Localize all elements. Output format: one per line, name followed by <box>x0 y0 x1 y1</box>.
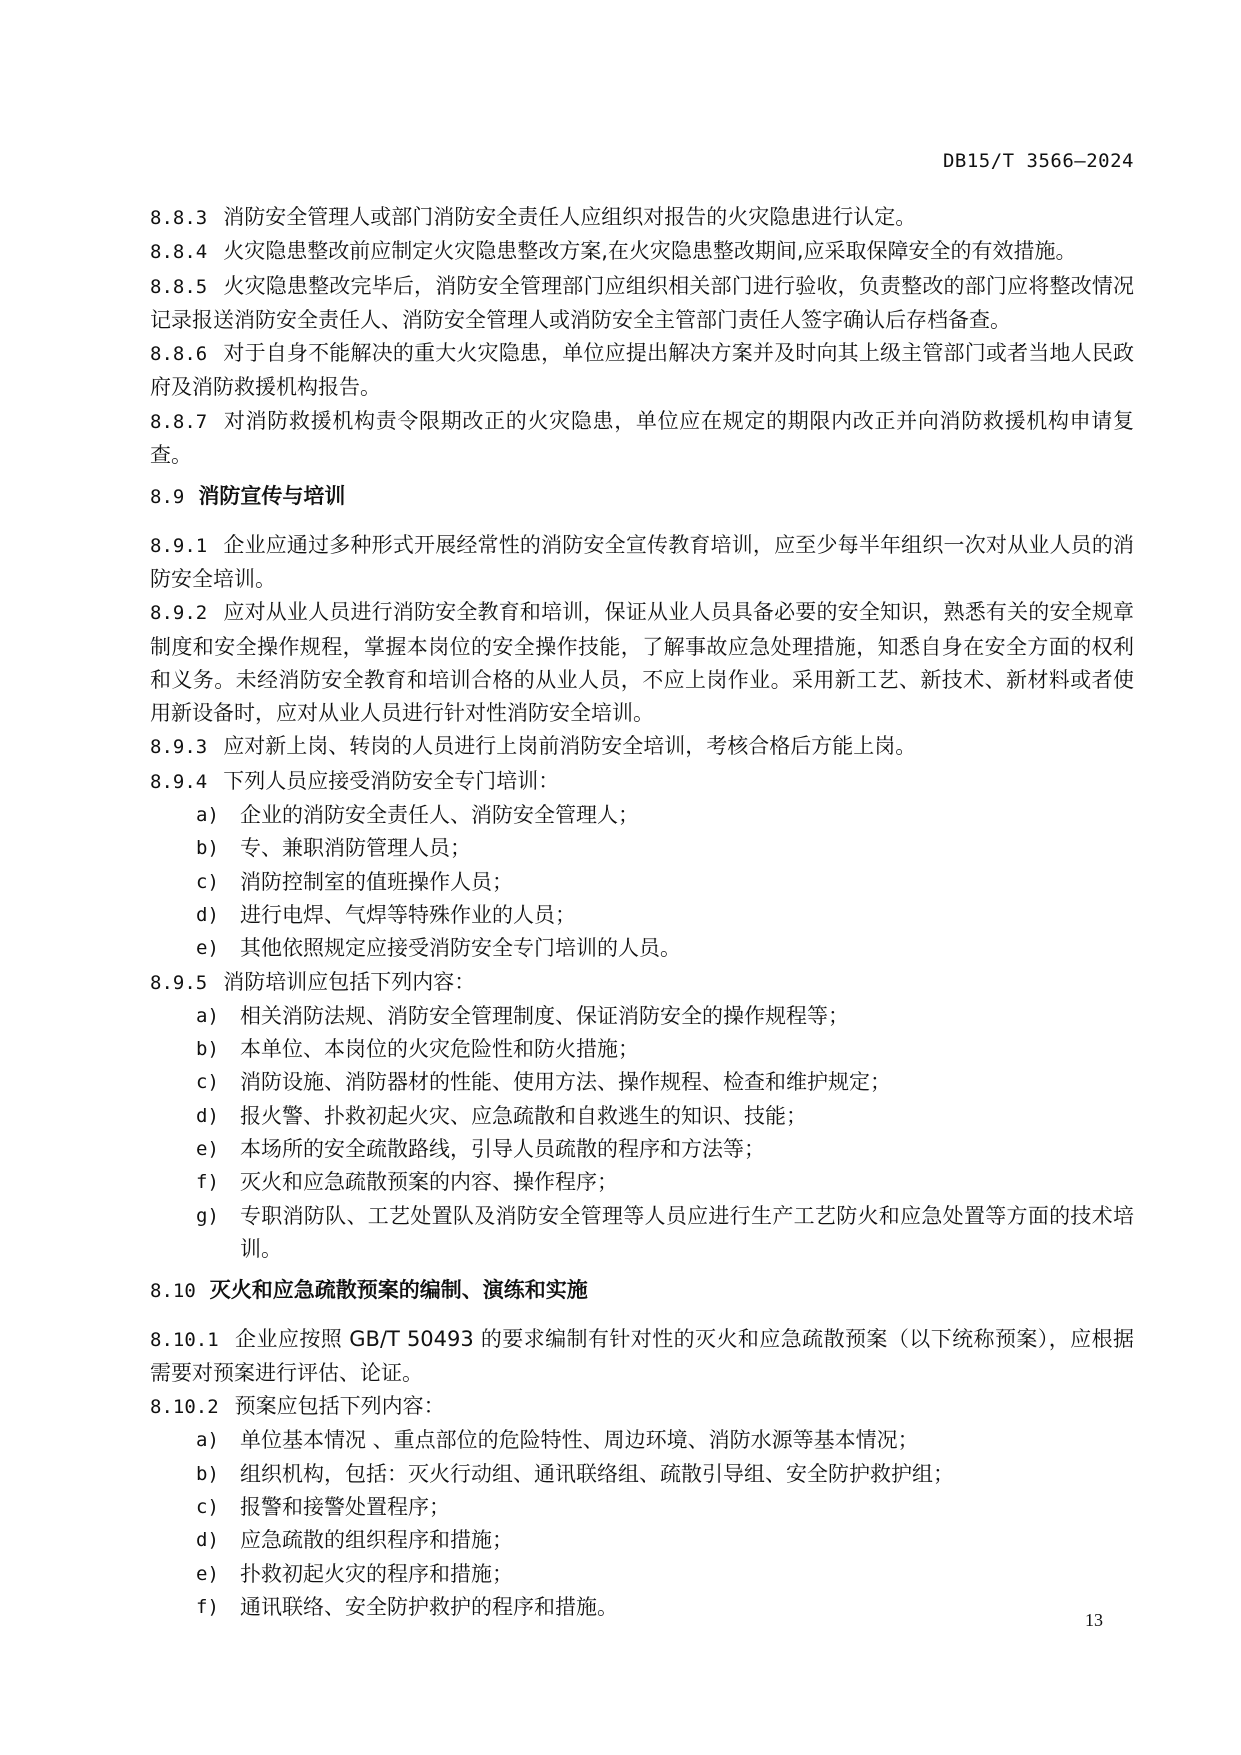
clause-number: 8.8.5 <box>150 275 208 298</box>
list-item-label: a) <box>196 804 219 827</box>
list-item-label: b) <box>196 837 219 860</box>
list-item-label: b) <box>196 1038 219 1061</box>
clause-number: 8.9.1 <box>150 534 208 557</box>
clause-paragraph <box>150 235 1134 269</box>
clause-text: 专职消防队、工艺处置队及消防安全管理等人员应进行生产工艺防火和应急处置等方面的技术培训。 <box>240 1203 1134 1261</box>
list-item <box>150 1133 1134 1166</box>
list-item <box>150 932 1134 965</box>
clause-number: 8.9.2 <box>150 602 208 625</box>
clause-text: 消防设施、消防器材的性能、使用方法、操作规程、检查和维护规定； <box>240 1070 891 1095</box>
page-number: 13 <box>1085 1610 1103 1630</box>
clause-text: 报警和接警处置程序； <box>240 1494 450 1519</box>
list-item <box>150 832 1134 865</box>
clause-paragraph <box>150 201 1134 235</box>
list-item-label: c) <box>196 1071 219 1094</box>
clause-text: 组织机构，包括：灭火行动组、通讯联络组、疏散引导组、安全防护救护组； <box>240 1461 954 1486</box>
list-item-label: c) <box>196 870 219 893</box>
list-item-label: f) <box>196 1595 219 1618</box>
clause-text: 本场所的安全疏散路线，引导人员疏散的程序和方法等； <box>240 1137 765 1162</box>
list-item <box>150 1524 1134 1557</box>
clause-text: 下列人员应接受消防安全专门培训： <box>223 768 560 793</box>
list-item-label: b) <box>196 1462 219 1485</box>
list-item <box>150 799 1134 832</box>
list-item-label: c) <box>196 1495 219 1518</box>
list-item <box>150 1491 1134 1524</box>
list-item <box>150 1424 1134 1457</box>
clause-number: 8.10.2 <box>150 1396 219 1419</box>
clause-text: 企业应按照 GB/T 50493 的要求编制有针对性的灭火和应急疏散预案（以下统称预案），应根据需要对预案进行评估、论证。 <box>150 1326 1134 1385</box>
clause-text: 相关消防法规、消防安全管理制度、保证消防安全的操作规程等； <box>240 1003 849 1028</box>
list-item-label: d) <box>196 903 219 926</box>
list-item-label: a) <box>196 1429 219 1452</box>
clause-text: 对消防救援机构责令限期改正的火灾隐患，单位应在规定的期限内改正并向消防救援机构申请复查。 <box>150 408 1134 468</box>
list-item <box>150 1591 1134 1624</box>
clause-paragraph <box>150 1323 1134 1391</box>
clause-text: 消防安全管理人或部门消防安全责任人应组织对报告的火灾隐患进行认定。 <box>223 205 917 229</box>
clause-text: 消防控制室的值班操作人员； <box>240 869 513 894</box>
clause-number: 8.8.3 <box>150 207 208 229</box>
clause-text: 灭火和应急疏散预案的内容、操作程序； <box>240 1170 618 1195</box>
clause-paragraph <box>150 1390 1134 1424</box>
clause-paragraph <box>150 596 1134 730</box>
list-item-label: e) <box>196 937 219 960</box>
clause-text: 预案应包括下列内容： <box>234 1394 445 1419</box>
list-item <box>150 1000 1134 1033</box>
clause-paragraph <box>150 765 1134 799</box>
section-heading <box>150 480 1134 514</box>
list-item-label: e) <box>196 1138 219 1161</box>
section-heading <box>150 1274 1134 1308</box>
clause-number: 8.8.4 <box>150 241 208 264</box>
clause-text: 通讯联络、安全防护救护的程序和措施。 <box>240 1594 618 1619</box>
clause-text: 消防宣传与培训 <box>198 484 346 509</box>
list-item-label: d) <box>196 1529 219 1552</box>
clause-number: 8.8.6 <box>150 343 208 366</box>
clause-number: 8.9.4 <box>150 770 208 793</box>
clause-paragraph <box>150 730 1134 764</box>
clause-paragraph <box>150 405 1134 473</box>
list-item <box>150 1066 1134 1099</box>
list-item <box>150 1200 1134 1267</box>
clause-text: 灭火和应急疏散预案的编制、演练和实施 <box>209 1278 588 1303</box>
clause-text: 消防培训应包括下列内容： <box>223 969 476 994</box>
clause-paragraph <box>150 529 1134 597</box>
clause-number: 8.9.5 <box>150 971 208 994</box>
clause-text: 本单位、本岗位的火灾危险性和防火措施； <box>240 1037 639 1062</box>
clause-text: 进行电焊、气焊等特殊作业的人员； <box>240 902 576 927</box>
list-item <box>150 1458 1134 1491</box>
clause-number: 8.8.7 <box>150 410 208 433</box>
list-item-label: e) <box>196 1562 219 1585</box>
clause-text: 扑救初起火灾的程序和措施； <box>240 1561 513 1586</box>
list-item <box>150 866 1134 899</box>
clause-text: 应对新上岗、转岗的人员进行上岗前消防安全培训，考核合格后方能上岗。 <box>223 734 917 759</box>
clause-text: 企业的消防安全责任人、消防安全管理人； <box>240 803 639 828</box>
clause-text: 对于自身不能解决的重大火灾隐患，单位应提出解决方案并及时向其上级主管部门或者当地人民政府及消防救援机构报告。 <box>150 341 1134 400</box>
clause-number: 8.10 <box>150 1280 196 1303</box>
clause-text: 火灾隐患整改完毕后，消防安全管理部门应组织相关部门进行验收，负责整改的部门应将整改情况记录报送消防安全责任人、消防安全管理人或消防安全主管部门责任人签字确认后存档备查。 <box>150 273 1134 332</box>
clause-text: 应对从业人员进行消防安全教育和培训，保证从业人员具备必要的安全知识，熟悉有关的安全规章制度和安全操作规程，掌握本岗位的安全操作技能，了解事故应急处理措施，知悉自身在安全方面的权利和义务。未经消防安全教育和培训合格的从业人员，不应上岗作业。采用新工艺、新技术、新材料或者使用新设备时，应对从业人员进行针对性消防安全培训。 <box>150 600 1134 726</box>
clause-text: 其他依照规定应接受消防安全专门培训的人员。 <box>240 936 681 961</box>
clause-number: 8.10.1 <box>150 1328 219 1351</box>
clause-text: 火灾隐患整改前应制定火灾隐患整改方案,在火灾隐患整改期间,应采取保障安全的有效措施。 <box>223 239 1077 264</box>
list-item <box>150 1558 1134 1591</box>
list-item-label: g) <box>196 1204 219 1227</box>
list-item-label: f) <box>196 1171 219 1194</box>
clause-text: 专、兼职消防管理人员； <box>240 836 471 861</box>
clause-paragraph <box>150 966 1134 1000</box>
clause-paragraph <box>150 270 1134 338</box>
list-item-label: d) <box>196 1104 219 1127</box>
clause-text: 企业应通过多种形式开展经常性的消防安全宣传教育培训，应至少每半年组织一次对从业人员的消防安全培训。 <box>150 532 1134 591</box>
list-item <box>150 899 1134 932</box>
document-code: DB15/T 3566—2024 <box>942 150 1134 172</box>
clause-text: 单位基本情况 、重点部位的危险特性、周边环境、消防水源等基本情况； <box>240 1428 919 1453</box>
list-item <box>150 1100 1134 1133</box>
clause-text: 报火警、扑救初起火灾、应急疏散和自救逃生的知识、技能； <box>240 1103 807 1128</box>
list-item <box>150 1033 1134 1066</box>
document-body <box>150 201 1134 1624</box>
list-item <box>150 1166 1134 1199</box>
clause-number: 8.9 <box>150 486 185 509</box>
clause-paragraph <box>150 337 1134 405</box>
list-item-label: a) <box>196 1004 219 1027</box>
clause-text: 应急疏散的组织程序和措施； <box>240 1528 513 1553</box>
clause-number: 8.9.3 <box>150 736 208 759</box>
